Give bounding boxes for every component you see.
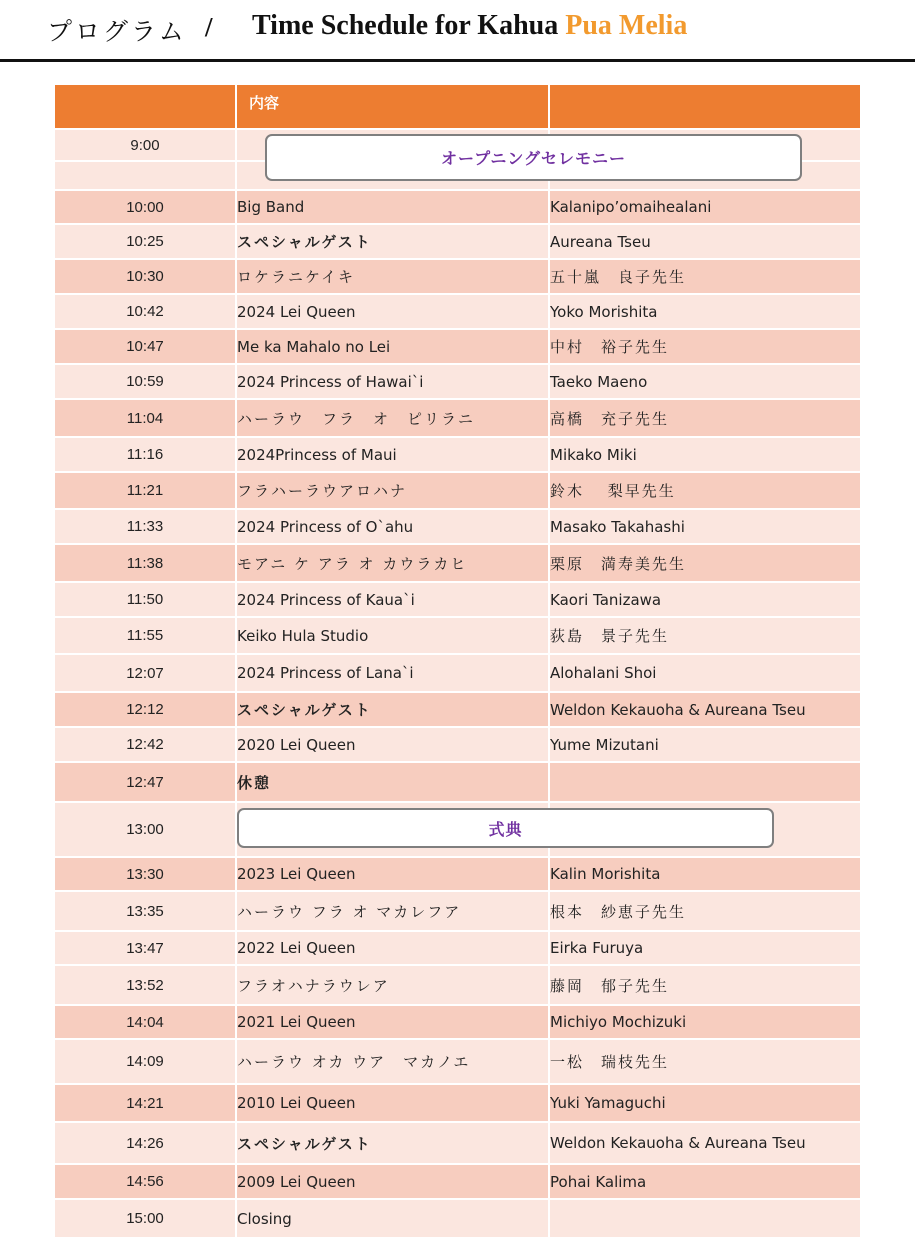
table-row — [55, 1040, 860, 1083]
performer-cell: Aureana Tseu — [550, 225, 860, 258]
time-cell: 13:35 — [55, 892, 235, 930]
title-main: Time Schedule for Kahua — [252, 10, 566, 41]
opening-ceremony-banner: オープニングセレモニー — [265, 134, 802, 181]
table-row — [55, 473, 860, 508]
performer-cell: Weldon Kekauoha & Aureana Tseu — [550, 1123, 860, 1163]
time-cell: 11:38 — [55, 545, 235, 581]
performer-cell: 藤岡 郁子先生 — [550, 966, 860, 1004]
performer-cell: Michiyo Mochizuki — [550, 1006, 860, 1038]
program-cell: ハーラウ オカ ウア マカノエ — [237, 1040, 548, 1083]
program-cell: ハーラウ フラ オ ピリラニ — [237, 400, 548, 436]
title-separator: / — [205, 12, 213, 42]
time-cell: 11:21 — [55, 473, 235, 508]
table-row — [55, 1006, 860, 1038]
time-cell: 12:07 — [55, 655, 235, 691]
table-row — [55, 728, 860, 761]
program-cell: 2022 Lei Queen — [237, 932, 548, 964]
table-row — [55, 400, 860, 436]
time-cell: 10:59 — [55, 365, 235, 398]
performer-cell: Kalin Morishita — [550, 858, 860, 890]
time-cell: 13:52 — [55, 966, 235, 1004]
table-row — [55, 892, 860, 930]
opening-cell — [237, 130, 627, 168]
performer-cell: Eirka Furuya — [550, 932, 860, 964]
program-cell: 2021 Lei Queen — [237, 1006, 548, 1038]
schedule-body-morning — [55, 130, 860, 801]
time-cell: 14:09 — [55, 1040, 235, 1083]
program-cell: モアニ ケ アラ オ カウラカヒ — [237, 545, 548, 581]
table-row — [55, 618, 860, 653]
table-row — [55, 510, 860, 543]
performer-cell: 一松 瑞枝先生 — [550, 1040, 860, 1083]
time-cell: 14:26 — [55, 1123, 235, 1163]
time-cell: 10:25 — [55, 225, 235, 258]
header-cell-content: 内容 — [237, 85, 548, 128]
performer-cell: 五十嵐 良子先生 — [550, 260, 860, 293]
program-cell: 2024Princess of Maui — [237, 438, 548, 471]
table-row — [55, 295, 860, 328]
header-cell-performer — [550, 85, 860, 128]
performer-cell: Pohai Kalima — [550, 1165, 860, 1198]
ceremony-cell — [237, 803, 548, 856]
title-japanese: プログラム — [47, 17, 187, 46]
performer-cell — [550, 1200, 860, 1237]
program-cell: 2024 Princess of Hawai`i — [237, 365, 548, 398]
time-cell: 14:04 — [55, 1006, 235, 1038]
program-cell: Keiko Hula Studio — [237, 618, 548, 653]
time-cell: 12:47 — [55, 763, 235, 801]
title-accent: Pua Melia — [565, 10, 688, 41]
table-row — [55, 1123, 860, 1163]
table-header-row — [55, 85, 860, 128]
header-cell-time — [55, 85, 235, 128]
program-cell: スペシャルゲスト — [237, 693, 548, 726]
performer-cell: 高橋 充子先生 — [550, 400, 860, 436]
table-row — [55, 438, 860, 471]
performer-cell: 中村 裕子先生 — [550, 330, 860, 363]
performer-cell: Yuki Yamaguchi — [550, 1085, 860, 1121]
time-cell-empty — [55, 162, 235, 189]
performer-cell: Kalanipo’omaihealani — [550, 191, 860, 223]
performer-cell: Mikako Miki — [550, 438, 860, 471]
time-cell: 10:00 — [55, 191, 235, 223]
table-row — [55, 693, 860, 726]
table-row — [55, 191, 860, 223]
table-row — [55, 1200, 860, 1237]
table-row — [55, 225, 860, 258]
performer-cell: Yume Mizutani — [550, 728, 860, 761]
time-cell: 14:21 — [55, 1085, 235, 1121]
program-cell: フラオハナラウレア — [237, 966, 548, 1004]
ceremony-divider — [55, 803, 860, 856]
time-cell: 11:33 — [55, 510, 235, 543]
program-cell: ハーラウ フラ オ マカレフア — [237, 892, 548, 930]
program-cell: スペシャルゲスト — [237, 225, 548, 258]
time-cell: 9:00 — [55, 130, 235, 160]
program-cell: 2024 Princess of Kaua`i — [237, 583, 548, 616]
time-cell: 12:12 — [55, 693, 235, 726]
table-row — [55, 763, 860, 801]
time-cell: 10:47 — [55, 330, 235, 363]
performer-cell: Masako Takahashi — [550, 510, 860, 543]
table-row — [55, 260, 860, 293]
program-cell: 2024 Princess of Lana`i — [237, 655, 548, 691]
program-cell: 2024 Lei Queen — [237, 295, 548, 328]
performer-cell: 鈴木 梨早先生 — [550, 473, 860, 508]
performer-cell: Taeko Maeno — [550, 365, 860, 398]
opening-row-top — [55, 130, 860, 160]
program-cell: Closing — [237, 1200, 548, 1237]
page-header — [0, 0, 915, 62]
table-row — [55, 1165, 860, 1198]
performer-cell — [550, 763, 860, 801]
program-cell: ロケラニケイキ — [237, 260, 548, 293]
program-cell: スペシャルゲスト — [237, 1123, 548, 1163]
program-cell: 2023 Lei Queen — [237, 858, 548, 890]
performer-cell: Alohalani Shoi — [550, 655, 860, 691]
page-title — [252, 10, 687, 42]
table-row — [55, 1085, 860, 1121]
performer-cell: 根本 紗恵子先生 — [550, 892, 860, 930]
table-row — [55, 655, 860, 691]
table-row — [55, 545, 860, 581]
program-cell: 休憩 — [237, 763, 548, 801]
table-row — [55, 932, 860, 964]
time-cell: 11:50 — [55, 583, 235, 616]
schedule-table — [53, 83, 862, 1239]
program-cell: 2009 Lei Queen — [237, 1165, 548, 1198]
time-cell: 13:47 — [55, 932, 235, 964]
program-cell: 2024 Princess of O`ahu — [237, 510, 548, 543]
table-row — [55, 858, 860, 890]
time-cell: 11:55 — [55, 618, 235, 653]
time-cell: 15:00 — [55, 1200, 235, 1237]
time-cell: 14:56 — [55, 1165, 235, 1198]
ceremony-banner: 式典 — [237, 808, 774, 848]
program-cell: Me ka Mahalo no Lei — [237, 330, 548, 363]
performer-cell: Yoko Morishita — [550, 295, 860, 328]
performer-cell: Kaori Tanizawa — [550, 583, 860, 616]
table-row — [55, 365, 860, 398]
table-row — [55, 330, 860, 363]
performer-cell: 荻島 景子先生 — [550, 618, 860, 653]
performer-cell: 栗原 満寿美先生 — [550, 545, 860, 581]
table-row — [55, 966, 860, 1004]
time-cell: 12:42 — [55, 728, 235, 761]
schedule-body-afternoon — [55, 858, 860, 1237]
header-divider — [0, 59, 915, 62]
ceremony-row — [55, 803, 860, 856]
performer-cell: Weldon Kekauoha & Aureana Tseu — [550, 693, 860, 726]
time-cell: 13:30 — [55, 858, 235, 890]
time-cell: 10:30 — [55, 260, 235, 293]
time-cell: 10:42 — [55, 295, 235, 328]
table-row — [55, 583, 860, 616]
time-cell: 11:16 — [55, 438, 235, 471]
program-cell: Big Band — [237, 191, 548, 223]
time-cell: 13:00 — [55, 803, 235, 856]
time-cell: 11:04 — [55, 400, 235, 436]
program-cell: 2010 Lei Queen — [237, 1085, 548, 1121]
program-cell: 2020 Lei Queen — [237, 728, 548, 761]
program-cell: フラハーラウアロハナ — [237, 473, 548, 508]
